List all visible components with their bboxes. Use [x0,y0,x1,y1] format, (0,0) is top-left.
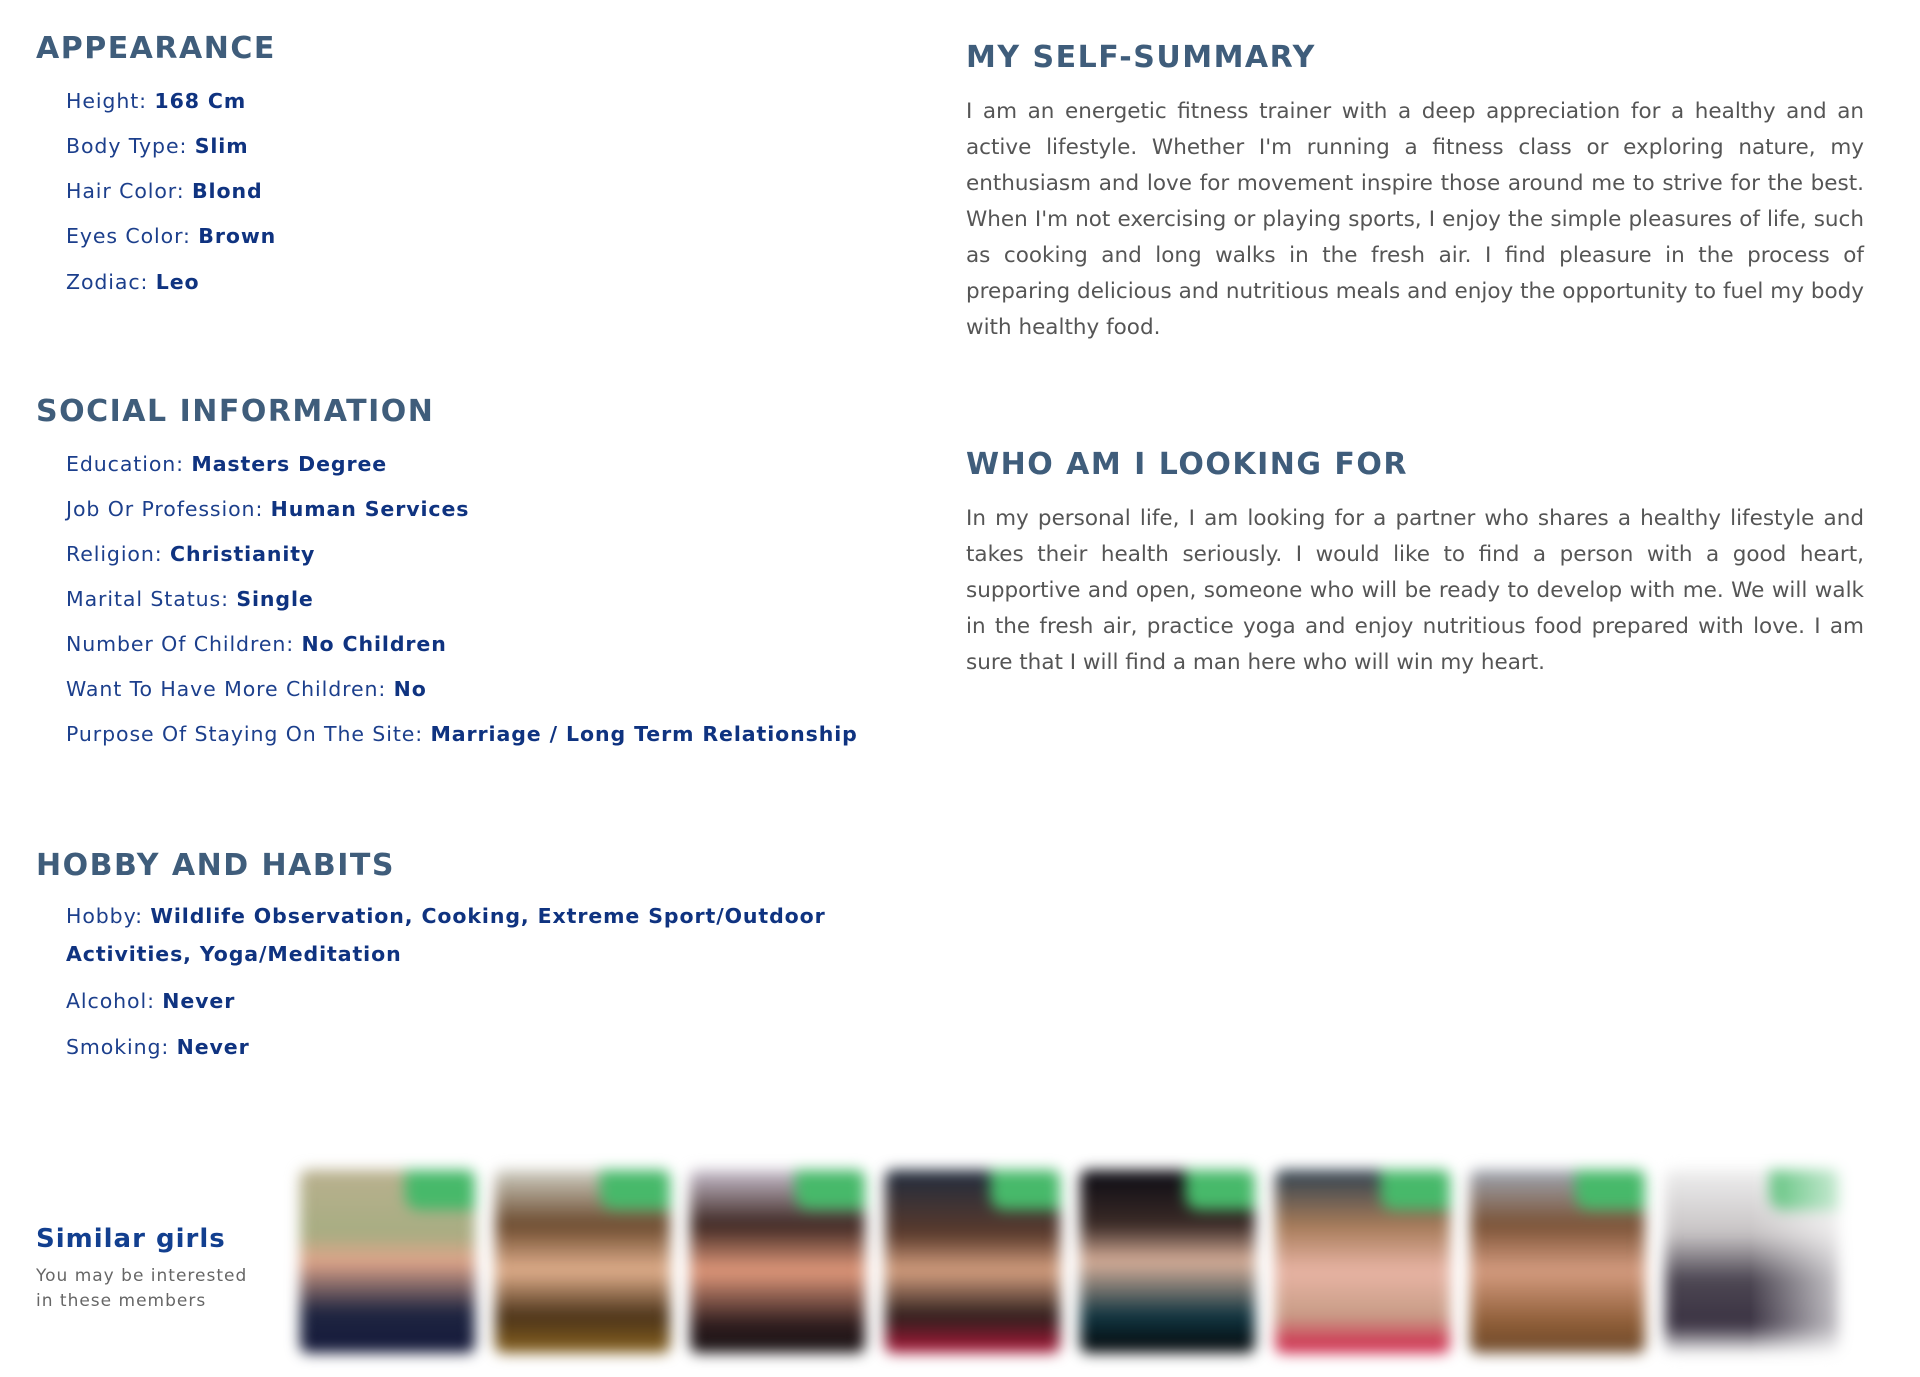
attr-value: Never [176,1035,250,1059]
attr-want-more-children [66,679,427,700]
similar-member-card[interactable] [1470,1170,1645,1353]
attr-label: Education: [66,452,184,476]
online-status-icon [600,1170,670,1210]
attr-value: No Children [301,632,447,656]
appearance-title: APPEARANCE [36,31,276,66]
attr-label: Want To Have More Children: [66,677,387,701]
attr-value: Marriage / Long Term Relationship [430,722,858,746]
attr-value: Blond [192,179,263,203]
attr-label: Alcohol: [66,989,155,1013]
attr-label: Marital Status: [66,587,229,611]
attr-eyes-color [66,226,276,247]
social-information-title: SOCIAL INFORMATION [36,394,435,429]
online-status-icon [1185,1170,1255,1210]
hobby-habits-title: HOBBY AND HABITS [36,848,395,883]
similar-girls-subtitle: You may be interested in these members [36,1266,248,1311]
online-status-icon [1575,1170,1645,1210]
attr-label: Smoking: [66,1035,170,1059]
attr-value: Never [162,989,236,1013]
attr-hair-color [66,181,263,202]
attr-value: Brown [198,224,277,248]
attr-value: Christianity [170,542,316,566]
attr-smoking [66,1037,250,1058]
attr-label: Number Of Children: [66,632,295,656]
similar-member-card[interactable] [1080,1170,1255,1353]
online-status-icon [1380,1170,1450,1210]
attr-label: Hair Color: [66,179,185,203]
attr-body-type [66,136,248,157]
attr-value: No [393,677,427,701]
attr-zodiac [66,272,200,293]
looking-for-text: In my personal life, I am looking for a partner who shares a healthy lifestyle and takes their health seriously. I would like to find a person with a good heart, supportive and open, someone who will be ready to develop with me. We will walk in the fresh air, practice yoga and enjoy nutritious food prepared with love. I am sure that I will find a man here who will win my heart. [966,506,1864,675]
self-summary-text: I am an energetic fitness trainer with a deep appreciation for a healthy and an active lifestyle. Whether I'm running a fitness class or exploring nature, my enthusiasm and love for movement inspire those around me to strive for the best. When I'm not exercising or playing sports, I enjoy the simple pleasures of life, such as cooking and long walks in the fresh air. I find pleasure in the process of preparing delicious and nutritious meals and enjoy the opportunity to fuel my body with healthy food. [966,99,1864,340]
attr-education [66,454,387,475]
attr-label: Religion: [66,542,163,566]
attr-hobby [66,897,916,973]
attr-value: Slim [194,134,249,158]
online-status-icon [795,1170,865,1210]
similar-girls-title: Similar girls [36,1224,226,1254]
similar-member-card[interactable] [1665,1170,1840,1353]
attr-value: 168 Cm [154,89,247,113]
similar-member-card[interactable] [1275,1170,1450,1353]
attr-number-of-children [66,634,447,655]
attr-label: Job Or Profession: [66,497,264,521]
attr-label: Zodiac: [66,270,149,294]
attr-label: Height: [66,89,147,113]
attr-value: Human Services [270,497,470,521]
online-status-icon [990,1170,1060,1210]
similar-member-card[interactable] [885,1170,1060,1353]
attr-height [66,91,246,112]
attr-marital-status [66,589,314,610]
attr-label: Eyes Color: [66,224,191,248]
similar-members-carousel [300,1170,1900,1356]
attr-label: Purpose Of Staying On The Site: [66,722,424,746]
attr-value: Wildlife Observation, Cooking, Extreme Sport/Outdoor Activities, Yoga/Meditation [66,904,826,966]
attr-label: Hobby: [66,904,143,928]
attr-job [66,499,469,520]
similar-member-card[interactable] [300,1170,475,1353]
attr-value: Masters Degree [191,452,388,476]
attr-religion [66,544,315,565]
similar-member-card[interactable] [495,1170,670,1353]
attr-value: Single [236,587,314,611]
attr-alcohol [66,991,235,1012]
attr-label: Body Type: [66,134,188,158]
online-status-icon [405,1170,475,1210]
attr-value: Leo [155,270,200,294]
looking-for-title: WHO AM I LOOKING FOR [966,447,1409,482]
similar-member-card[interactable] [690,1170,865,1353]
attr-purpose [66,724,858,745]
online-status-icon [1770,1170,1840,1210]
self-summary-title: MY SELF-SUMMARY [966,40,1316,75]
